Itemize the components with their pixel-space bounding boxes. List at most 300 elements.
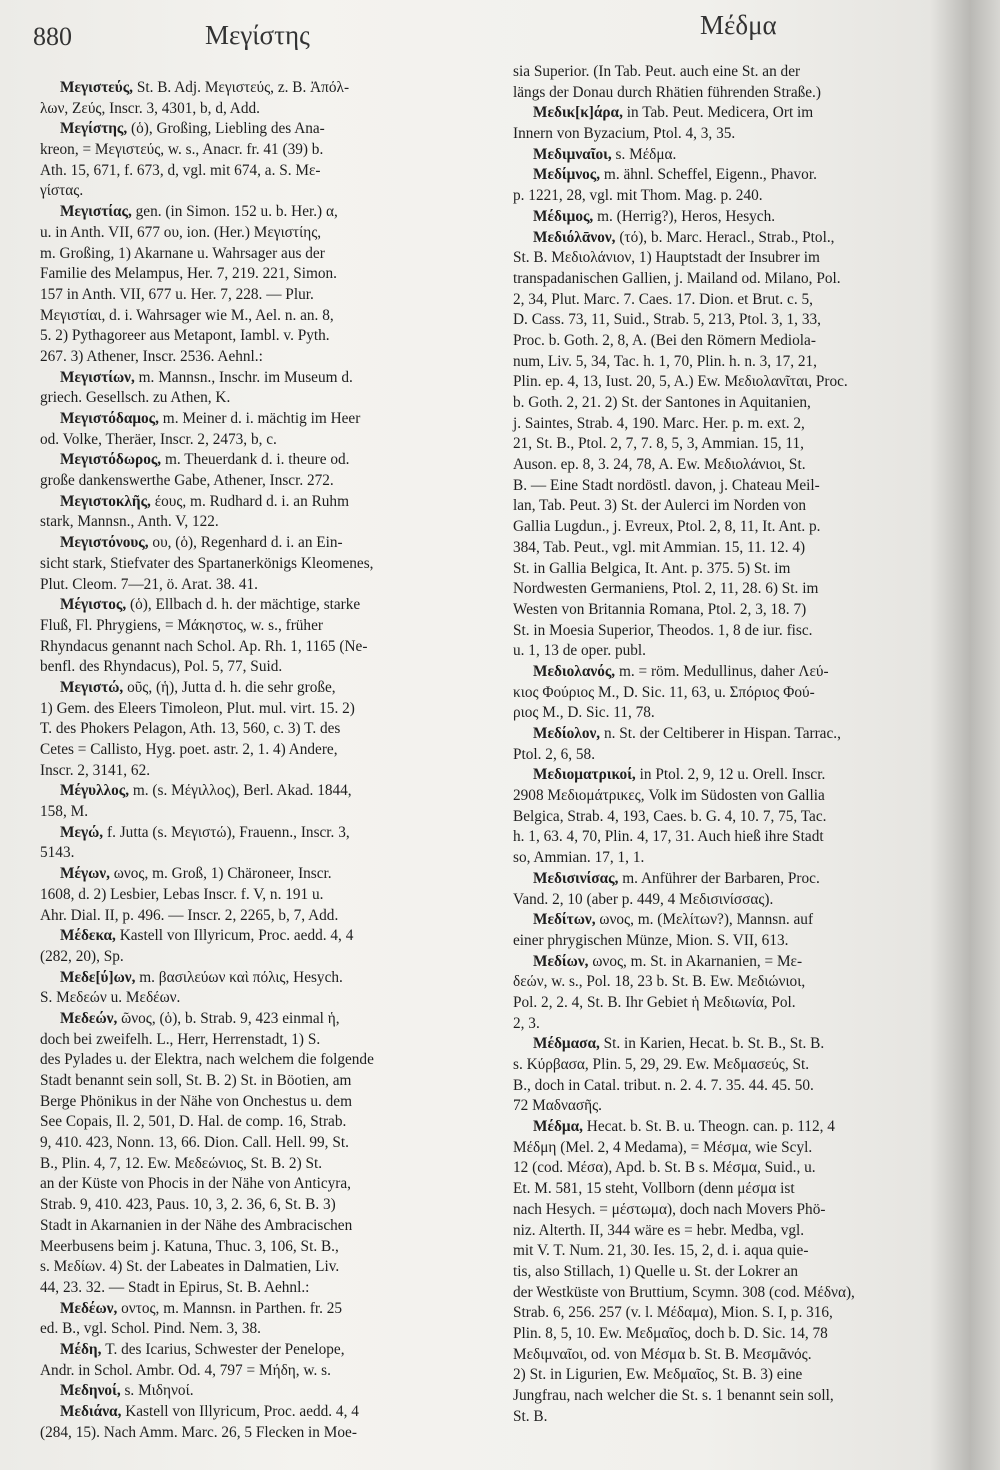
entry-line [513,310,961,331]
entry-text: in Ptol. 2, 9, 12 u. Orell. Inscr. [639,766,826,784]
entry-text: 9, 410. 423, Nonn. 13, 66. Dion. Call. Hell. 99, St. [40,1134,349,1152]
entry-text: s. Μέδμα. [615,145,677,163]
headword: Μεγιστόδωρος, [60,451,162,469]
entry-text: lan, Tab. Peut. 3) St. der Aulerci im Norden von [513,497,807,515]
entry-line [513,1407,961,1428]
entry-line [513,1283,961,1304]
entry-text: tis, also Stillach, 1) Quelle u. St. der Lokrer an [513,1262,799,1280]
entry-text: Plut. Cleom. 7—21, ö. Arat. 38. 41. [40,575,258,593]
entry-line [40,326,492,347]
dictionary-entry [513,62,961,103]
dictionary-entry [513,724,961,765]
headword: Μεδε[ύ]ων, [60,968,136,986]
entry-line [513,745,961,766]
entry-line [40,657,492,678]
entry-line [40,554,492,575]
entry-line [513,1241,961,1262]
entry-line [513,372,961,393]
entry-line [513,414,961,435]
entry-text: ωνος, m. Groß, 1) Chäroneer, Inscr. [113,865,332,883]
dictionary-entry [40,1009,492,1299]
entry-text: λων, Ζεύς, Inscr. 3, 4301, b, d, Add. [40,99,260,117]
entry-text: in Tab. Peut. Medicera, Ort im [626,104,814,122]
entry-line [40,1402,492,1423]
entry-line [513,1345,961,1366]
entry-text: B., doch in Catal. tribut. n. 2. 4. 7. 35. 44. 45. 50. [513,1076,814,1094]
entry-line [40,1423,492,1444]
entry-line [40,968,492,989]
entry-text: S. Μεδεών u. Μεδέων. [40,989,181,1007]
dictionary-entry [40,533,492,595]
entry-line [40,1278,492,1299]
entry-text: Ahr. Dial. II, p. 496. — Inscr. 2, 2265, b, 7, Add. [40,906,339,924]
entry-line [513,1179,961,1200]
entry-text: 21, St. B., Ptol. 2, 7, 7. 8, 5, 3, Ammian. 15, 11, [513,435,804,453]
entry-text: Meerbusens beim j. Katuna, Thuc. 3, 106, St. B., [40,1237,339,1255]
entry-text: ου, (ὁ), Regenhard d. i. an Ein- [152,534,343,552]
dictionary-entry [513,910,961,951]
entry-line [513,434,961,455]
entry-text: m. Meiner d. i. mächtig im Heer [162,410,361,427]
entry-text: m. βασιλεύων καὶ πόλις, Hesych. [139,968,343,986]
entry-line [40,740,492,761]
headword: Μεγιστοκλῆς, [60,492,151,510]
entry-text: m. (s. Μέγιλλος), Berl. Akad. 1844, [132,782,352,800]
entry-text: m. Anführer der Barbaren, Proc. [622,869,820,887]
running-head-left: Μεγίστης [205,20,310,50]
entry-line [40,761,492,782]
entry-line [40,616,492,637]
entry-line [40,1050,492,1071]
entry-line [40,244,492,265]
entry-text: Pol. 2, 2. 4, St. B. Ihr Gebiet ἡ Μεδιωνία, Pol. [513,993,796,1011]
dictionary-entry [513,103,961,144]
dictionary-entry [40,864,492,926]
entry-line [513,579,961,600]
entry-text: γίστας. [40,182,84,200]
entry-line [513,869,961,890]
entry-line [513,517,961,538]
entry-line [40,595,492,616]
headword: Μέγιστος, [60,596,127,614]
entry-text: Ath. 15, 671, f. 673, d, vgl. mit 674, a. S. Με- [40,161,321,179]
entry-line [40,575,492,596]
entry-line [40,409,492,430]
entry-text: der Westküste von Bruttium, Scymn. 308 (cod. Μέδνα), [513,1283,855,1301]
entry-line [513,1262,961,1283]
headword: Μεγιστίων, [60,368,135,386]
entry-text: num, Liv. 5, 34, Tac. h. 1, 70, Plin. h. n. 3, 17, 21, [513,352,818,370]
entry-text: Familie des Melampus, Her. 7, 219. 221, Simon. [40,265,337,283]
dictionary-entry [40,1299,492,1340]
headword: Μεδίολον, [533,725,601,742]
entry-text: u. 1, 13 de oper. publ. [513,642,646,660]
entry-line [513,600,961,621]
entry-text: mit V. T. Num. 21, 30. Ies. 15, 2, d. i. aqua quie- [513,1242,809,1260]
entry-line [513,248,961,269]
entry-line [40,1030,492,1051]
headword: Μέδμα, [533,1118,583,1136]
entry-line [40,430,492,451]
entry-line [40,678,492,699]
entry-line [513,641,961,662]
entry-text: Auson. ep. 8, 3. 24, 78, A. Ew. Μεδιολάνιοι, St. [513,456,806,474]
entry-line [513,786,961,807]
dictionary-entry [40,823,492,864]
entry-text: n. St. der Celtiberer in Hispan. Tarrac., [603,725,841,742]
dictionary-entry [40,968,492,1009]
entry-text: 2, 34, Plut. Marc. 7. Caes. 17. Dion. et Brut. c. 5, [513,290,813,308]
entry-text: b. Goth. 2, 21. 2) St. der Santones in Aquitanien, [513,394,811,411]
entry-line [40,368,492,389]
entry-line [40,264,492,285]
entry-line [40,99,492,120]
entry-line [513,621,961,642]
entry-line [40,699,492,720]
entry-line [513,848,961,869]
entry-line [40,1133,492,1154]
dictionary-entry [40,1402,492,1443]
entry-text: 12 (cod. Μέσα), Apd. b. St. B s. Μέσμα, Suid., u. [513,1159,816,1177]
entry-text: Belgica, Strab. 4, 193, Caes. b. G. 4, 10. 7, 75, Tac. [513,807,827,825]
headword: Μεγιστόδαμος, [60,410,159,427]
entry-text: B., Plin. 4, 7, 12. Ew. Μεδεώνιος, St. B. 2) St. [40,1154,323,1172]
dictionary-entry [40,781,492,822]
entry-text: Jungfrau, nach welcher die St. s. 1 benannt sein soll, [513,1387,834,1404]
entry-text: ed. B., vgl. Schol. Pind. Nem. 3, 38. [40,1320,261,1338]
dictionary-entry [513,165,961,206]
entry-line [513,496,961,517]
entry-line [40,906,492,927]
entry-text: längs der Donau durch Rhätien führenden Straße.) [513,83,821,101]
entry-text: kreon, = Μεγιστεύς, w. s., Anacr. fr. 41 (39) b. [40,141,324,159]
entry-text: St. B. Adj. Μεγιστεύς, z. B. Ἀπόλ- [136,79,350,96]
entry-text: έους, m. Rudhard d. i. an Ruhm [154,492,349,510]
dictionary-entry [40,409,492,450]
entry-text: griech. Gesellsch. zu Athen, K. [40,389,231,407]
entry-text: 384, Tab. Peut., vgl. mit Ammian. 15, 11. 12. 4) [513,538,806,556]
entry-line [40,1216,492,1237]
entry-line [513,1158,961,1179]
entry-line [513,703,961,724]
dictionary-entry [513,662,961,724]
headword: Μεδέων, [60,1299,118,1317]
headword: Μεδιάνα, [60,1403,122,1420]
entry-line [513,662,961,683]
entry-line [513,807,961,828]
entry-text: ωνος, m. (Μελίτων?), Mannsn. auf [599,911,814,929]
entry-line [40,781,492,802]
entry-text: Gallia Lugdun., j. Evreux, Ptol. 2, 8, 11, It. Ant. p. [513,518,821,536]
running-head-right: Μέδμα [700,10,777,40]
entry-line [513,476,961,497]
dictionary-entry [513,952,961,1035]
entry-text: Berge Phönikus in der Nähe von Onchestus u. dem [40,1092,352,1110]
entry-line [40,926,492,947]
entry-text: (ὁ), Ellbach d. h. der mächtige, starke [130,596,361,614]
headword: Μεγώ, [60,823,104,841]
entry-line [40,1071,492,1092]
entry-text: m. (Herrig?), Heros, Hesych. [597,207,776,225]
entry-line [513,186,961,207]
entry-line [513,683,961,704]
entry-line [513,993,961,1014]
entry-line [513,952,961,973]
dictionary-entry [40,368,492,409]
entry-text: δεών, w. s., Pol. 18, 23 b. St. B. Ew. Μεδιώνιοι, [513,973,806,991]
entry-line [40,119,492,140]
entry-line [513,1303,961,1324]
entry-text: 157 in Anth. VII, 677 u. Her. 7, 228. — Plur. [40,285,314,303]
headword: Μεδιολανός, [533,662,616,680]
entry-line [40,1112,492,1133]
entry-text: 158, M. [40,803,89,821]
entry-line [513,1034,961,1055]
headword: Μέδιμος, [533,207,594,225]
entry-text: s. Κύρβασα, Plin. 5, 29, 29. Ew. Μεδμασεύς, St. [513,1056,810,1073]
headword: Μεδηνοί, [60,1382,121,1400]
headword: Μέγυλλος, [60,782,130,800]
dictionary-entry [40,202,492,368]
entry-line [513,393,961,414]
entry-line [513,1200,961,1221]
entry-text: (284, 15). Nach Amm. Marc. 26, 5 Flecken in Moe- [40,1423,357,1441]
dictionary-entry [513,145,961,166]
entry-text: (282, 20), Sp. [40,947,124,965]
entry-text: u. in Anth. VII, 677 ου, ion. (Her.) Μεγιστίης, [40,223,322,241]
headword: Μεδικ[κ]άρα, [533,104,623,122]
entry-text: Ptol. 2, 6, 58. [513,745,596,763]
entry-text: nach Hesych. = μέστωμα), doch nach Movers Phö- [513,1200,826,1218]
entry-line [513,910,961,931]
dictionary-entry [513,228,961,662]
entry-text: niz. Alterth. II, 344 wäre es = hebr. Medba, vgl. [513,1221,805,1239]
entry-line [40,864,492,885]
dictionary-entry [40,78,492,119]
entry-text: Μέδμη (Mel. 2, 4 Medama), = Μέσμα, wie Scyl. [513,1138,813,1156]
entry-text: m. Theuerdank d. i. theure od. [164,451,350,469]
dictionary-entry [513,1117,961,1427]
entry-line [40,140,492,161]
entry-text: St. B. [513,1407,548,1425]
headword: Μεγίστης, [60,120,128,138]
entry-line [513,1365,961,1386]
entry-text: Strab. 9, 410. 423, Paus. 10, 3, 2. 36, 6, St. B. 3) [40,1196,336,1214]
entry-text: j. Saintes, Strab. 4, 190. Marc. Her. p. m. ext. 2, [513,414,805,432]
entry-text: 5143. [40,844,75,862]
entry-text: m. ähnl. Scheffel, Eigenn., Phavor. [603,166,817,184]
entry-line [40,306,492,327]
entry-line [513,165,961,186]
entry-line [40,492,492,513]
entry-line [513,455,961,476]
entry-line [513,765,961,786]
entry-text: h. 1, 63. 4, 70, Plin. 4, 17, 31. Auch hieß ihre Stadt [513,828,824,846]
headword: Μέδη, [60,1340,102,1358]
entry-text: Rhyndacus genannt nach Schol. Ap. Rh. 1, 1165 (Ne- [40,637,368,655]
entry-line [513,331,961,352]
entry-line [513,1055,961,1076]
entry-line [40,947,492,968]
entry-line [40,285,492,306]
dictionary-entry [513,1034,961,1117]
headword: Μεγιστίας, [60,203,132,221]
entry-text: ωνος, m. St. in Akarnanien, = Με- [592,952,803,970]
entry-line [513,352,961,373]
entry-text: Et. M. 581, 15 steht, Vollborn (denn μέσμα ist [513,1180,795,1198]
entry-text: (τό), b. Marc. Heracl., Strab., Ptol., [619,228,835,246]
entry-line [40,1381,492,1402]
entry-line [40,1092,492,1113]
entry-line [513,559,961,580]
entry-line [40,1340,492,1361]
entry-text: so, Ammian. 17, 1, 1. [513,849,645,867]
entry-text: p. 1221, 28, vgl. mit Thom. Mag. p. 240. [513,187,763,205]
dictionary-entry [513,869,961,910]
dictionary-entry [40,1381,492,1402]
entry-line [513,724,961,745]
entry-line [513,290,961,311]
entry-text: T. des Icarius, Schwester der Penelope, [105,1340,345,1358]
entry-text: Hecat. b. St. B. u. Theogn. can. p. 112, 4 [586,1118,835,1136]
entry-line [40,471,492,492]
headword: Μέδμασα, [533,1035,600,1053]
entry-line [40,388,492,409]
entry-line [40,885,492,906]
entry-text: St. in Gallia Belgica, It. Ant. p. 375. 5) St. im [513,559,791,577]
entry-line [513,207,961,228]
headword: Μεδιόλᾱνον, [533,228,616,246]
entry-text: Westen von Britannia Romana, Ptol. 2, 3, 18. 7) [513,600,807,618]
entry-text: gen. (in Simon. 152 u. b. Her.) α, [135,203,338,221]
entry-text: See Copais, Il. 2, 501, D. Hal. de comp. 16, Strab. [40,1113,347,1131]
entry-line [40,1237,492,1258]
entry-line [40,450,492,471]
headword: Μεγιστόνους, [60,534,149,552]
entry-text: sicht stark, Stiefvater des Spartanerkönigs Kleomenes, [40,554,374,572]
entry-line [513,827,961,848]
entry-line [513,538,961,559]
dictionary-entry [40,119,492,202]
entry-text: D. Cass. 73, 11, Suid., Strab. 5, 213, Ptol. 3, 1, 33, [513,311,821,329]
entry-text: Andr. in Schol. Ambr. Od. 4, 797 = Μήδη, w. s. [40,1361,331,1379]
headword: Μέδεκα, [60,927,116,945]
entry-line [513,1096,961,1117]
entry-line [513,931,961,952]
entry-line [40,1361,492,1382]
entry-text: 2) St. in Ligurien, Ew. Μεδμαῖος, St. B. 3) eine [513,1366,803,1384]
entry-text: Strab. 6, 256. 257 (v. l. Μέδαμα), Mion. S. I, p. 316, [513,1304,833,1322]
entry-line [40,1299,492,1320]
headword: Μεδιμναῖοι, [533,145,612,163]
entry-text: ριος M., D. Sic. 11, 78. [513,704,655,722]
entry-line [40,1195,492,1216]
entry-text: Inscr. 2, 3141, 62. [40,761,151,779]
entry-line [40,181,492,202]
entry-line [40,823,492,844]
dictionary-entry [40,678,492,781]
entry-line [513,1117,961,1138]
entry-text: einer phrygischen Münze, Mion. S. VII, 613. [513,931,789,949]
entry-text: stark, Mannsn., Anth. V, 122. [40,513,219,531]
entry-line [513,103,961,124]
entry-line [513,1324,961,1345]
dictionary-entry [40,492,492,533]
entry-line [513,1014,961,1035]
entry-line [40,1154,492,1175]
entry-line [40,78,492,99]
entry-line [513,1076,961,1097]
entry-text: (ὁ), Großing, Liebling des Ana- [131,120,325,138]
dictionary-entry [40,926,492,967]
entry-text: m. = röm. Medullinus, daher Λεύ- [618,662,829,680]
entry-line [513,269,961,290]
entry-line [40,202,492,223]
entry-text: St. in Moesia Superior, Theodos. 1, 8 de iur. fisc. [513,621,813,639]
entry-text: B. — Eine Stadt nordöstl. davon, j. Chateau Meil- [513,476,820,494]
entry-text: des Pylades u. der Elektra, nach welchem die folgende [40,1051,374,1069]
entry-text: m. Mannsn., Inschr. im Museum d. [138,368,353,386]
entry-text: T. des Phokers Pelagon, Ath. 13, 560, c. 3) T. des [40,720,341,738]
entry-text: 2, 3. [513,1014,540,1032]
headword: Μεδισινίσας, [533,869,619,887]
headword: Μεδίτων, [533,911,596,929]
entry-text: Kastell von Illyricum, Proc. aedd. 4, 4 [125,1403,359,1420]
entry-line [40,719,492,740]
entry-line [513,1221,961,1242]
entry-line [40,637,492,658]
entry-line [40,161,492,182]
entry-text: Plin. 8, 5, 10. Ew. Μεδμαῖος, doch b. D. Sic. 14, 78 [513,1324,828,1342]
entry-text: St. B. Μεδιολάνιον, 1) Hauptstadt der Insubrer im [513,249,820,267]
entry-text: 5. 2) Pythagoreer aus Metapont, Iambl. v. Pyth. [40,327,330,345]
entry-text: an der Küste von Phocis in der Nähe von Anticyra, [40,1175,351,1193]
entry-text: transpadanischen Gallien, j. Mailand od. Milano, Pol. [513,269,841,287]
entry-line [513,1138,961,1159]
entry-line [40,843,492,864]
entry-text: ῶνος, (ὁ), b. Strab. 9, 423 einmal ἡ, [121,1009,340,1027]
entry-line [40,1174,492,1195]
dictionary-entry [40,1340,492,1381]
entry-line [40,512,492,533]
entry-text: 1608, d. 2) Lesbier, Lebas Inscr. f. V, n. 191 u. [40,885,324,903]
entry-text: οῦς, (ἡ), Jutta d. h. die sehr große, [127,678,336,696]
entry-text: κιος Φούριος M., D. Sic. 11, 63, u. Σπόριος Φού- [513,683,815,701]
entry-text: Stadt benannt sein soll, St. B. 2) St. in Böotien, am [40,1072,352,1089]
entry-text: benfl. des Rhyndacus), Pol. 5, 77, Suid. [40,658,283,676]
entry-line [40,802,492,823]
entry-line [513,972,961,993]
entry-text: s. Μεδίων. 4) St. der Labeates in Dalmatien, Liv. [40,1258,340,1276]
entry-line [40,347,492,368]
dictionary-entry [513,207,961,228]
entry-line [40,1257,492,1278]
entry-text: Nordwesten Germaniens, Ptol. 2, 11, 28. 6) St. im [513,580,819,598]
entry-line [513,124,961,145]
entry-text: Μεγιστίαι, d. i. Wahrsager wie M., Ael. n. an. 8, [40,306,334,324]
entry-text: Fluß, Fl. Phrygiens, = Μάκηστος, w. s., früher [40,616,323,634]
headword: Μεδεών, [60,1009,118,1027]
entry-line [40,1009,492,1030]
entry-text: Innern von Byzacium, Ptol. 4, 3, 35. [513,125,736,143]
entry-text: sia Superior. (In Tab. Peut. auch eine St. an der [513,63,801,80]
entry-text: doch bei zweifelh. L., Herr, Herrenstadt, 1) S. [40,1030,321,1048]
page-number: 880 [33,22,72,51]
entry-line [513,228,961,249]
entry-text: St. in Karien, Hecat. b. St. B., St. B. [603,1035,825,1053]
entry-text: Μεδιμναῖοι, od. von Μέσμα b. St. B. Μεσμᾶνός. [513,1345,812,1363]
dictionary-entry [40,595,492,678]
